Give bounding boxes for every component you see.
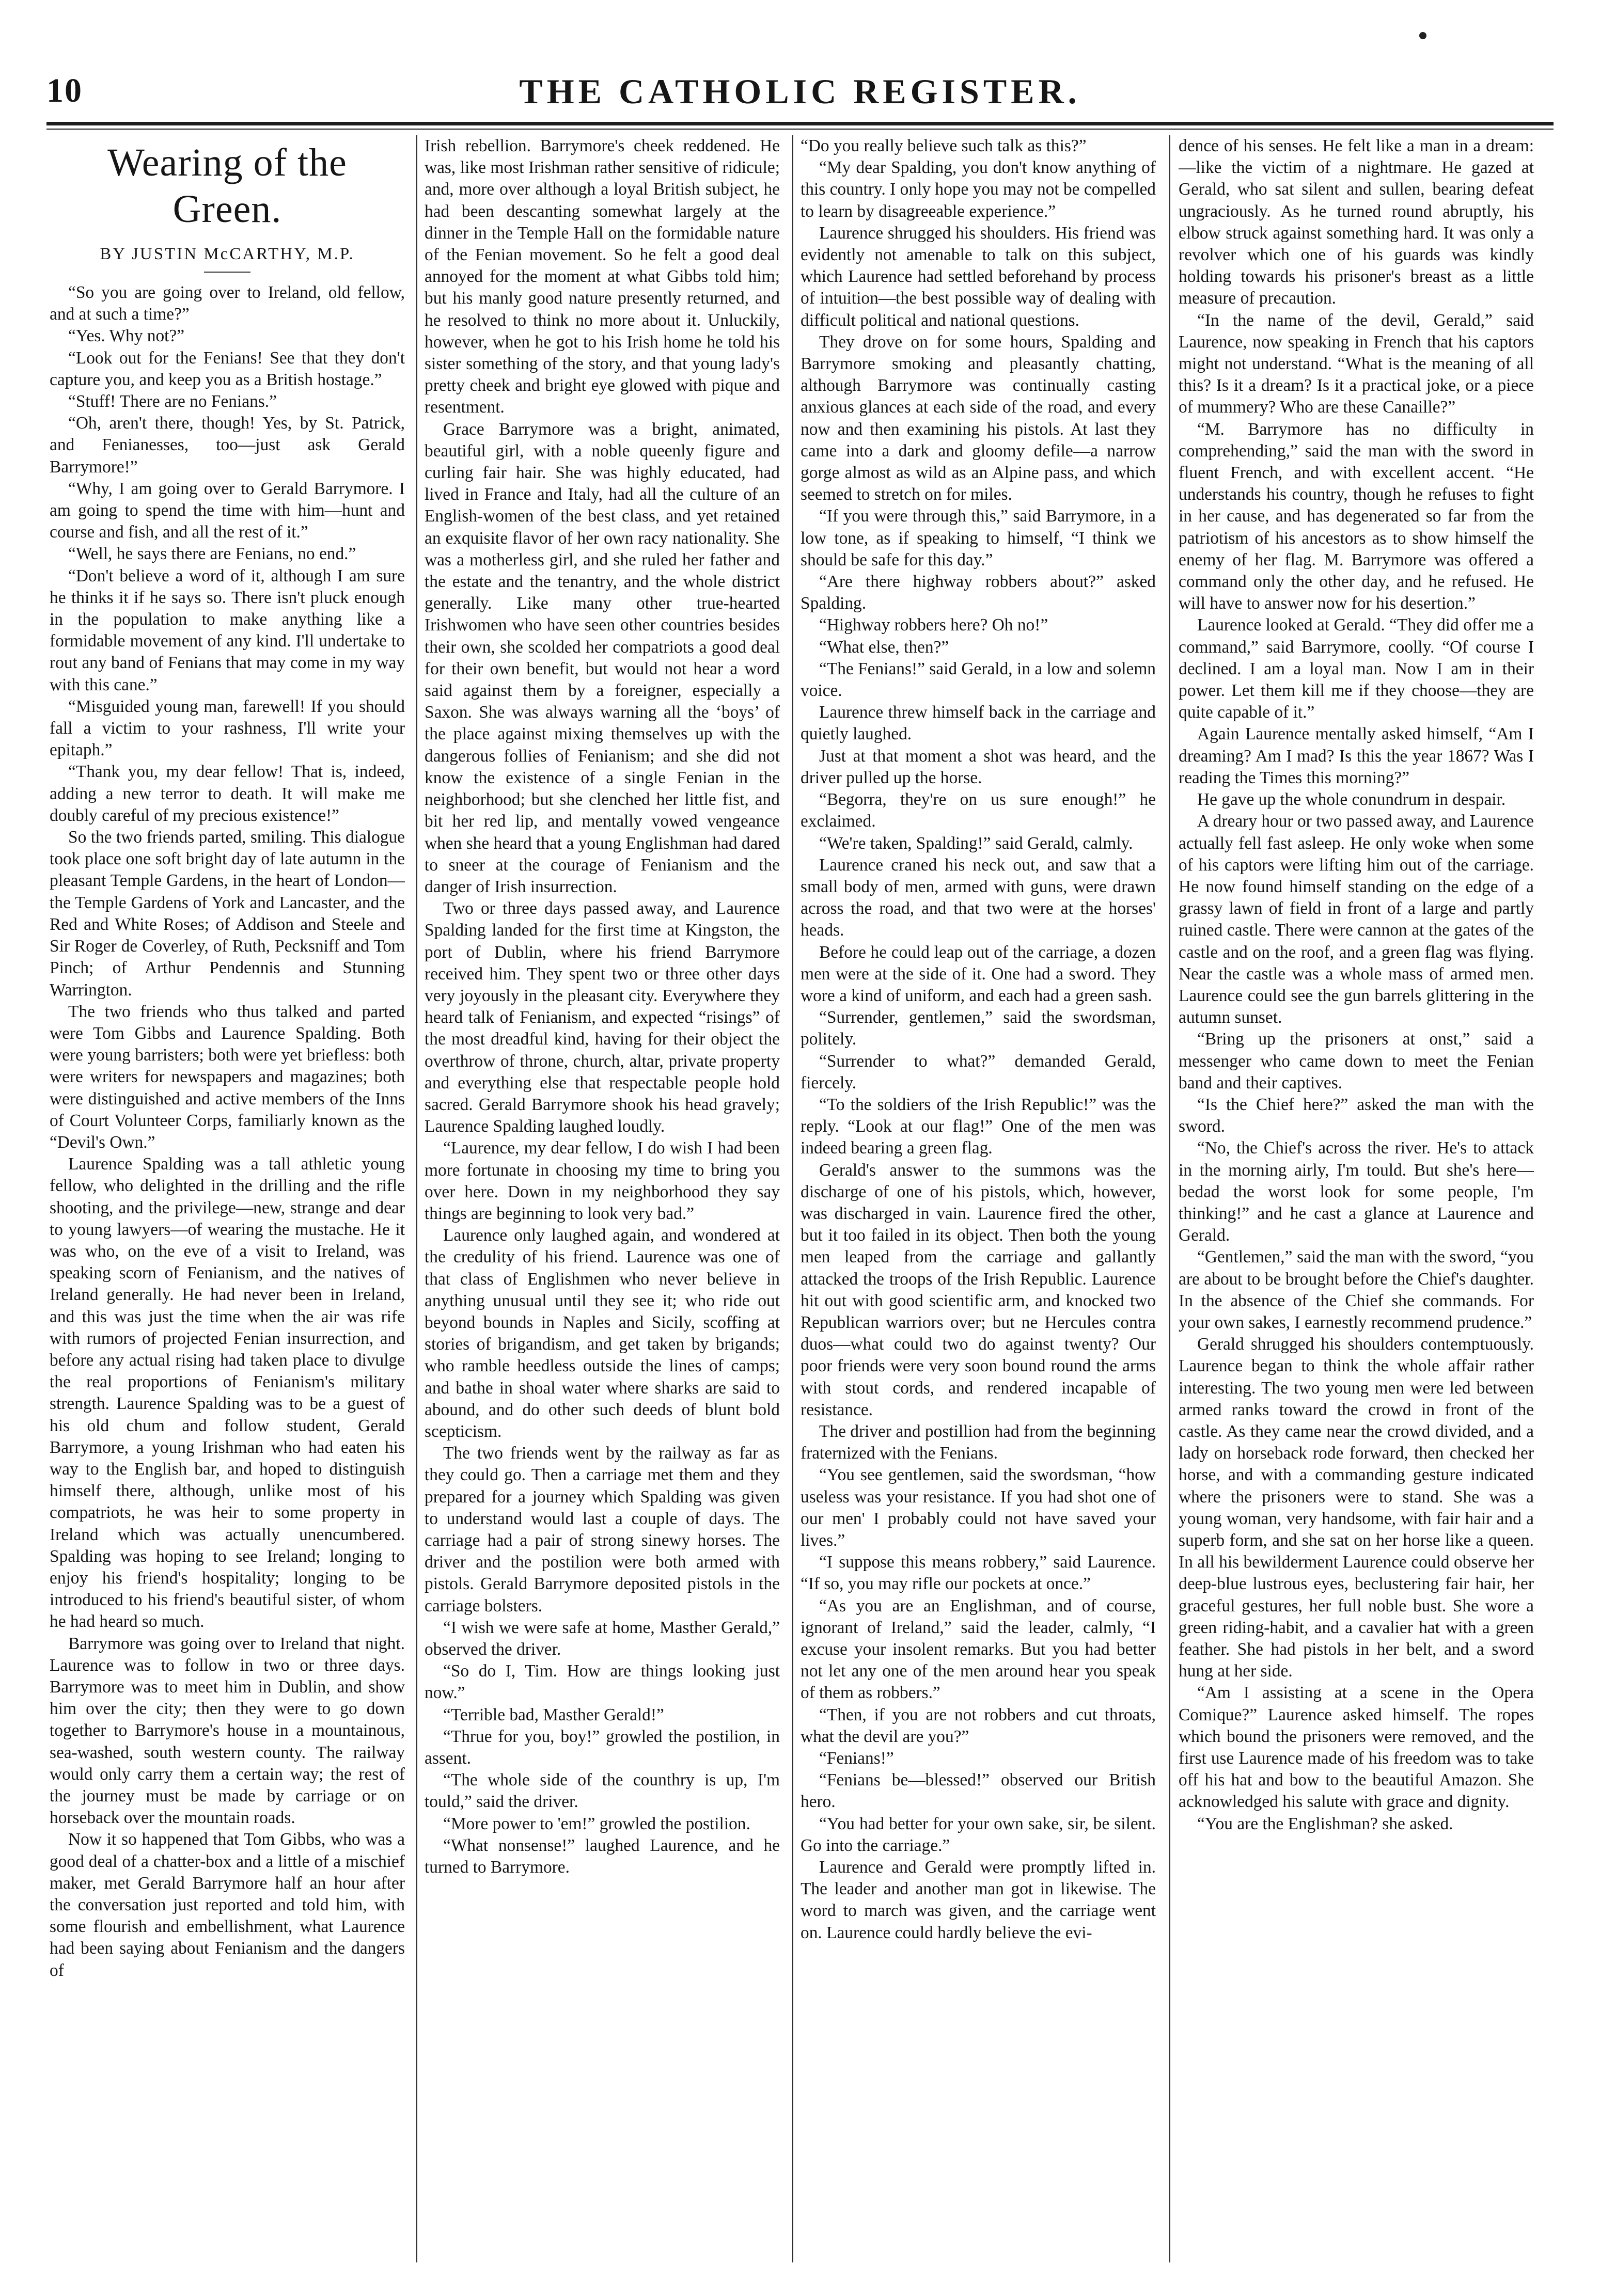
printer-dot xyxy=(1419,32,1426,39)
article-paragraph: Two or three days passed away, and Laurence Spalding landed for the first time at Kingston, the port of Dublin, where his friend Barrymore received him. They spent two or three other days very joyously in the pleasant city. Everywhere they heard talk of Fenianism, and expected “risings” of the most dreadful kind, having for their object the overthrow of throne, church, altar, private property and everything else that respectable people hold sacred. Gerald Barrymore shook his head gravely; Laurence Spalding laughed loudly. xyxy=(425,899,780,1136)
article-paragraph: “You see gentlemen, said the swordsman, “how useless was your resistance. If you had shot one of our men' I probably could not have saved your lives.” xyxy=(801,1465,1156,1550)
article-paragraph: “You had better for your own sake, sir, be silent. Go into the carriage.” xyxy=(801,1814,1156,1855)
column-3 xyxy=(801,135,1156,2273)
page-number: 10 xyxy=(46,72,83,109)
article-title: Wearing of the Green. xyxy=(107,141,347,231)
article-paragraph: “The Fenians!” said Gerald, in a low and solemn voice. xyxy=(801,659,1156,701)
article-paragraph: Barrymore was going over to Ireland that night. Laurence was to follow in two or three days. Barrymore was to meet him in Dublin, and show him over the city; then they were to go down together to Barrymore's house in a mountainous, sea-washed, south western county. The railway would only carry them a certain way; the rest of the journey must be made by carriage or on horseback over the mountain roads. xyxy=(50,1634,405,1828)
article-paragraph: They drove on for some hours, Spalding and Barrymore smoking and pleasantly chatting, although Barrymore was continually casting anxious glances at each side of the road, and every now and then examining his pistols. At last they came into a dark and gloomy defile—a narrow gorge almost as wild as an Alpine pass, and which seemed to stretch on for miles. xyxy=(801,332,1156,504)
article-paragraph: “I wish we were safe at home, Masther Gerald,” observed the driver. xyxy=(425,1618,780,1659)
column-divider xyxy=(792,135,793,2262)
article-paragraph: “To the soldiers of the Irish Republic!” was the reply. “Look at our flag!” One of the men was indeed bearing a green flag. xyxy=(801,1095,1156,1158)
article-paragraph: “Don't believe a word of it, although I am sure he thinks it if he says so. There isn't pluck enough in the population to make anything like a formidable movement of any kind. I'll undertake to rout any band of Fenians that may come in my way with this cane.” xyxy=(50,566,405,694)
article-paragraph: The two friends who thus talked and parted were Tom Gibbs and Laurence Spalding. Both were young barristers; both were yet briefless: both were writers for newspapers and magazines; both were distinguished and active members of the Inns of Court Volunteer Corps, familiarly known as the “Devil's Own.” xyxy=(50,1002,405,1152)
column-2 xyxy=(425,135,780,2273)
article-paragraph: “Fenians be—blessed!” observed our British hero. xyxy=(801,1770,1156,1812)
article-paragraph: “Yes. Why not?” xyxy=(68,326,185,346)
article-paragraph: “Thrue for you, boy!” growled the postilion, in assent. xyxy=(425,1727,780,1768)
article-paragraph: “If you were through this,” said Barrymore, in a low tone, as if speaking to himself, “I think we should be safe for this day.” xyxy=(801,506,1156,569)
article-paragraph: The two friends went by the railway as far as they could go. Then a carriage met them and they prepared for a journey which Spalding was given to understand would last a couple of days. The carriage had a pair of strong sinewy horses. The driver and the postilion were both armed with pistols. Gerald Barrymore deposited pistols in the carriage bolsters. xyxy=(425,1444,780,1616)
article-paragraph: Gerald shrugged his shoulders contemptuously. Laurence began to think the whole affair rather interesting. The two young men were led between armed ranks toward the crowd in front of the castle. As they came near the crowd divided, and a lady on horseback rode forward, then checked her horse, and with a commanding gesture indicated where the prisoners were to stand. She was a young woman, very handsome, with fair hair and a superb form, and she sat on her horse like a queen. In all his bewilderment Laurence could observe her deep-blue lustrous eyes, beclustering fair hair, her graceful gestures, her full noble bust. She wore a green riding-habit, and a cavalier hat with a green feather. She had pistols in her belt, and a sword hung at her side. xyxy=(1179,1335,1534,1681)
article-paragraph: “More power to 'em!” growled the postilion. xyxy=(443,1814,750,1833)
article-paragraph: “Misguided young man, farewell! If you should fall a victim to your rashness, I'll write your epitaph.” xyxy=(50,696,405,760)
article-paragraph: The driver and postillion had from the beginning fraternized with the Fenians. xyxy=(801,1421,1156,1463)
column-4-body xyxy=(1179,135,1534,1835)
masthead: THE CATHOLIC REGISTER. xyxy=(519,72,1081,111)
article-paragraph: Gerald's answer to the summons was the discharge of one of his pistols, which, however, was discharged in vain. Laurence fired the other, but it too failed in its object. Then both the young men leaped from the carriage and gallantly attacked the troops of the Irish Republic. Laurence hit out with good scientific arm, and knocked two Republican warriors over; but ne Hercules contra duos—what could two do against twenty? Our poor friends were very soon bound round the arms with stout cords, and rendered incapable of resistance. xyxy=(801,1160,1156,1419)
column-1 xyxy=(50,135,405,2273)
article-paragraph: “We're taken, Spalding!” said Gerald, calmly. xyxy=(819,833,1133,853)
article-paragraph: Laurence only laughed again, and wondered at the credulity of his friend. Laurence was one of that class of Englishmen who never believe in anything unusual until they see it; who ride out beyond bounds in Naples and Sicily, scoffing at stories of brigandism, and get taken by brigands; who ramble heedless outside the lines of camps; and bathe in shoal water where sharks are said to abound, and do other such deeds of blunt bold scepticism. xyxy=(425,1226,780,1441)
article-paragraph: “As you are an Englishman, and of course, ignorant of Ireland,” said the leader, calmly, “I excuse your insolent remarks. But you had better not let any one of the men around hear you speak of them as robbers.” xyxy=(801,1596,1156,1703)
article-paragraph: “Well, he says there are Fenians, no end.” xyxy=(68,544,356,564)
article-paragraph: “Thank you, my dear fellow! That is, indeed, adding a new terror to death. It will make me doubly careful of my precious existence!” xyxy=(50,762,405,825)
column-1-body xyxy=(50,282,405,1982)
header-rule-thick xyxy=(46,122,1554,125)
article-paragraph: “I suppose this means robbery,” said Laurence. “If so, you may rifle our pockets at once.” xyxy=(801,1553,1156,1594)
article-paragraph: “Surrender to what?” demanded Gerald, fiercely. xyxy=(801,1051,1156,1092)
article-paragraph: “Terrible bad, Masther Gerald!” xyxy=(443,1705,664,1724)
article-paragraph: Laurence Spalding was a tall athletic young fellow, who delighted in the drilling and the rifle shooting, and the privilege—new, strange and dear to young lawyers—of wearing the mustache. He it was who, on the eve of a visit to Ireland, was speaking scorn of Fenianism, and the natives of Ireland generally. He had never been in Ireland, and this was just the time when the air was rife with rumors of projected Fenian insurrection, and before any actual rising had taken place to divulge the real proportions of Fenianism's military strength. Laurence Spalding was to be a guest of his old chum and follow student, Gerald Barrymore, a young Irishman who had eaten his way to the English bar, and hoped to distinguish himself there, although, unlike most of his compatriots, he was heir to some property in Ireland which was actually unencumbered. Spalding was hoping to see Ireland; longing to enjoy his friend's hospitality; longing to be introduced to his friend's beautiful sister, of whom he had heard so much. xyxy=(50,1154,405,1632)
article-paragraph: Laurence looked at Gerald. “They did offer me a command,” said Barrymore, coolly. “Of course I declined. I am a loyal man. Now I am in their power. Let them kill me if they choose—they are quite capable of it.” xyxy=(1179,615,1534,722)
article-paragraph: “Gentlemen,” said the man with the sword, “you are about to be brought before the Chief's daughter. In the absence of the Chief she commands. For your own sakes, I earnestly recommend prudence.” xyxy=(1179,1247,1534,1332)
header-rule-thin xyxy=(46,129,1554,130)
article-paragraph: “What else, then?” xyxy=(819,637,949,657)
article-paragraph: “Fenians!” xyxy=(819,1749,894,1768)
article-paragraph: “Laurence, my dear fellow, I do wish I had been more fortunate in choosing my time to bring you over here. Down in my neighborhood they say things are beginning to look very bad.” xyxy=(425,1138,780,1223)
article-paragraph: “Bring up the prisoners at onst,” said a messenger who came down to meet the Fenian band and their captives. xyxy=(1179,1030,1534,1092)
article-paragraph: Just at that moment a shot was heard, and the driver pulled up the horse. xyxy=(801,746,1156,787)
byline-rule xyxy=(204,272,250,273)
article-paragraph: “Oh, aren't there, though! Yes, by St. Patrick, and Fenianesses, too—just ask Gerald Barrymore!” xyxy=(50,414,405,477)
article-paragraph: Laurence shrugged his shoulders. His friend was evidently not amenable to talk on this subject, which Laurence had settled beforehand by process of intuition—the best possible way of dealing with difficult political and national questions. xyxy=(801,223,1156,330)
article-paragraph: Irish rebellion. Barrymore's cheek reddened. He was, like most Irishman rather sensitive of ridicule; and, more over although a loyal British subject, he had been descanting somewhat largely at the dinner in the Temple Hall on the formidable nature of the Fenian movement. So he felt a good deal annoyed for the moment at what Gibbs told him; but his manly good nature presently returned, and he resolved to think no more about it. Unluckily, however, when he got to his Irish home he told his sister something of the story, and that young lady's pretty cheek and bright eye glowed with pique and resentment. xyxy=(425,136,780,417)
article-paragraph: “What nonsense!” laughed Laurence, and he turned to Barrymore. xyxy=(425,1835,780,1877)
article-paragraph: “My dear Spalding, you don't know anything of this country. I only hope you may not be compelled to learn by disagreeable experience.” xyxy=(801,158,1156,221)
article-paragraph: “Is the Chief here?” asked the man with the sword. xyxy=(1179,1095,1534,1136)
article-paragraph: Now it so happened that Tom Gibbs, who was a good deal of a chatter-box and a little of a mischief maker, met Gerald Barrymore half an hour after the conversation just reported and told him, with some flourish and embellishment, what Laurence had been saying about Fenianism and the dangers of xyxy=(50,1830,405,1980)
article-paragraph: “Begorra, they're on us sure enough!” he exclaimed. xyxy=(801,790,1156,831)
byline: BY JUSTIN McCARTHY, M.P. xyxy=(100,245,355,263)
page-header xyxy=(46,71,1554,118)
article-paragraph: “So do I, Tim. How are things looking just now.” xyxy=(425,1661,780,1703)
article-paragraph: A dreary hour or two passed away, and Laurence actually fell fast asleep. He only woke when some of his captors were lifting him out of the carriage. He now found himself standing on the edge of a grassy lawn of field in front of a large and partly ruined castle. There were cannon at the gates of the castle and on the roof, and a green flag was flying. Near the castle was a whole mass of armed men. Laurence could see the gun barrels glittering in the autumn sunset. xyxy=(1179,812,1534,1027)
article-paragraph: “Why, I am going over to Gerald Barrymore. I am going to spend the time with him—hunt and course and fish, and all the rest of it.” xyxy=(50,479,405,542)
article-paragraph: Laurence craned his neck out, and saw that a small body of men, armed with guns, were drawn across the road, and that two were at the horses' heads. xyxy=(801,855,1156,940)
column-3-body xyxy=(801,135,1156,1944)
article-paragraph: dence of his senses. He felt like a man in a dream:—like the victim of a nightmare. He gazed at Gerald, who sat silent and sullen, bearing defeat ungraciously. As he turned round abruptly, his elbow struck against something hard. It was only a revolver which one of his guards was kindly holding towards his prisoner's breast as a little measure of precaution. xyxy=(1179,136,1534,308)
article-paragraph: Laurence threw himself back in the carriage and quietly laughed. xyxy=(801,703,1156,744)
article-paragraph: Again Laurence mentally asked himself, “Am I dreaming? Am I mad? Is this the year 1867? Was I reading the Times this morning?” xyxy=(1179,724,1534,787)
article-paragraph: Laurence and Gerald were promptly lifted in. The leader and another man got in likewise. The word to march was given, and the carriage went on. Laurence could hardly believe the evi- xyxy=(801,1858,1156,1942)
article-paragraph: “M. Barrymore has no difficulty in comprehending,” said the man with the sword in fluent French, and with excellent accent. “He understands his country, though he refuses to fight in her cause, and has degenerated so far from the patriotism of his ancestors as to show himself the enemy of her flag. M. Barrymore was offered a command only the other day, and he refused. He will have to answer now for his desertion.” xyxy=(1179,419,1534,613)
article-paragraph: “Surrender, gentlemen,” said the swordsman, politely. xyxy=(801,1008,1156,1049)
column-divider xyxy=(416,135,417,2262)
article-paragraph: “Highway robbers here? Oh no!” xyxy=(819,615,1048,635)
article-paragraph: “Do you really believe such talk as this?” xyxy=(801,136,1087,155)
article-paragraph: Before he could leap out of the carriage, a dozen men were at the side of it. One had a sword. They wore a kind of uniform, and each had a green sash. xyxy=(801,942,1156,1005)
article-paragraph: “You are the Englishman? she asked. xyxy=(1197,1814,1453,1833)
article-paragraph: “The whole side of the counthry is up, I'm tould,” said the driver. xyxy=(425,1770,780,1812)
article-paragraph: Grace Barrymore was a bright, animated, beautiful girl, with a noble queenly figure and curling fair hair. She was highly educated, had lived in France and Italy, had all the culture of an English-women of the best class, and yet retained an exquisite flavor of her own racy nationality. She was a motherless girl, and she ruled her father and the estate and the tenantry, and the whole district generally. Like many other true-hearted Irishwomen who have seen other countries besides their own, she scolded her compatriots a good deal for their own benefit, but would not hear a word said against them by a foreigner, especially a Saxon. She was always warning all the ‘boys’ of the place against mixing themselves up with the dangerous follies of Fenianism; and she did not know the existence of a single Fenian in the neighborhood; but she clenched her little fist, and bit her red lip, and mentally vowed vengeance when she heard that a young Englishman had dared to sneer at the courage of Fenianism and the danger of Irish insurrection. xyxy=(425,419,780,896)
column-2-body xyxy=(425,135,780,1878)
article-paragraph: “Are there highway robbers about?” asked Spalding. xyxy=(801,572,1156,613)
article-paragraph: “In the name of the devil, Gerald,” said Laurence, now speaking in French that his captors might not understand. “What is the meaning of all this? Is it a dream? Is it a practical joke, or a piece of mummery? Who are these Canaille?” xyxy=(1179,310,1534,417)
column-4 xyxy=(1179,135,1534,2273)
article-paragraph: “No, the Chief's across the river. He's to attack in the morning airly, I'm tould. But she's here—bedad the worst look for some people, I'm thinking!” and he cast a glance at Laurence and Gerald. xyxy=(1179,1138,1534,1245)
article-paragraph: He gave up the whole conundrum in despair. xyxy=(1197,790,1506,810)
article-paragraph: So the two friends parted, smiling. This dialogue took place one soft bright day of late autumn in the pleasant Temple Gardens, in the heart of London—the Temple Gardens of York and Lancaster, and the Red and White Roses; of Addison and Steele and Sir Roger de Coverley, of Ruth, Pecksniff and Tom Pinch; of Arthur Pendennis and Stunning Warrington. xyxy=(50,828,405,1000)
article-paragraph: “Am I assisting at a scene in the Opera Comique?” Laurence asked himself. The ropes which bound the prisoners were removed, and the first use Laurence made of his freedom was to take off his hat and bow to the beautiful Amazon. She acknowledged his salute with grace and dignity. xyxy=(1179,1683,1534,1812)
article-paragraph: “Then, if you are not robbers and cut throats, what the devil are you?” xyxy=(801,1705,1156,1746)
column-divider xyxy=(1169,135,1170,2262)
article-paragraph: “Look out for the Fenians! See that they don't capture you, and keep you as a British hostage.” xyxy=(50,348,405,389)
article-paragraph: “So you are going over to Ireland, old fellow, and at such a time?” xyxy=(50,283,405,324)
article-paragraph: “Stuff! There are no Fenians.” xyxy=(68,392,277,411)
